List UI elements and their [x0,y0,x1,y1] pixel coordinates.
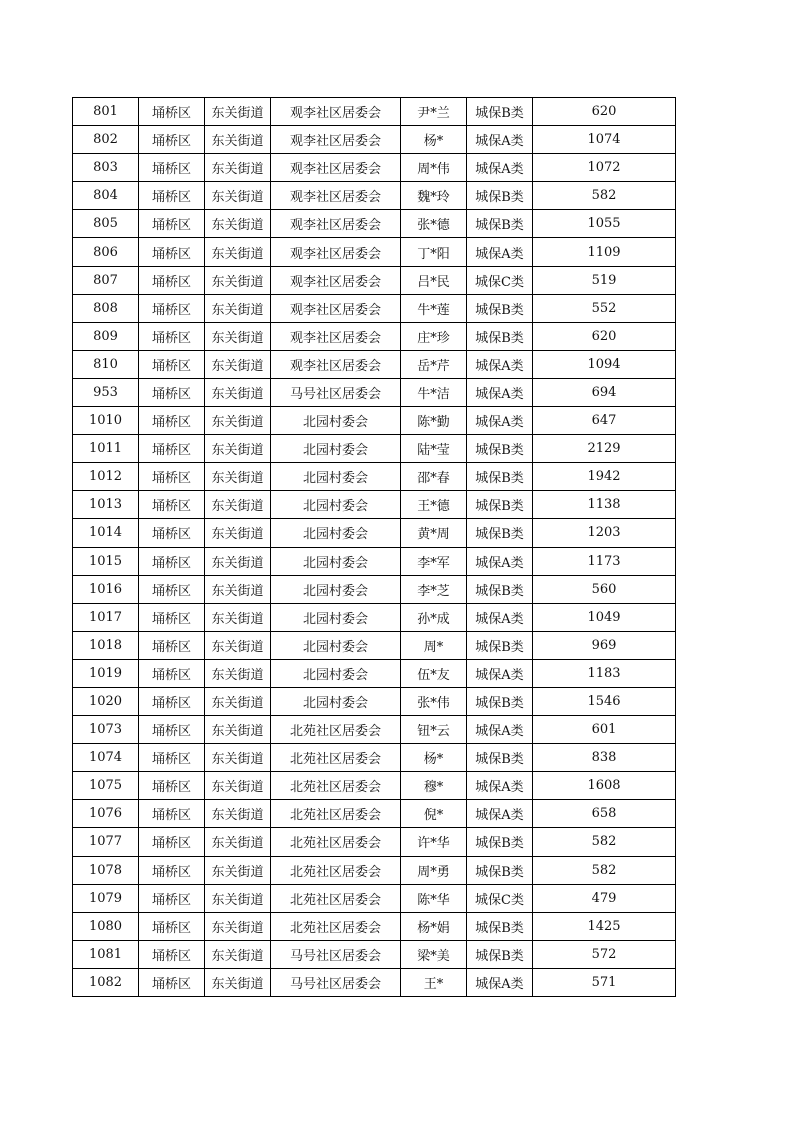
cell-district: 埇桥区 [139,940,205,968]
cell-committee: 北苑社区居委会 [271,716,401,744]
cell-amount: 479 [533,884,676,912]
table-row [73,294,676,322]
cell-district: 埇桥区 [139,856,205,884]
cell-name: 丁*阳 [401,238,467,266]
cell-district: 埇桥区 [139,322,205,350]
cell-committee: 观李社区居委会 [271,182,401,210]
cell-street: 东关街道 [205,435,271,463]
cell-committee: 马号社区居委会 [271,940,401,968]
table-row [73,463,676,491]
cell-category: 城保B类 [467,687,533,715]
cell-street: 东关街道 [205,968,271,996]
cell-street: 东关街道 [205,350,271,378]
cell-name: 杨* [401,126,467,154]
cell-street: 东关街道 [205,884,271,912]
cell-id: 803 [73,154,139,182]
cell-amount: 620 [533,98,676,126]
cell-id: 810 [73,350,139,378]
table-row [73,912,676,940]
cell-street: 东关街道 [205,940,271,968]
cell-id: 1014 [73,519,139,547]
cell-district: 埇桥区 [139,266,205,294]
cell-amount: 552 [533,294,676,322]
cell-street: 东关街道 [205,98,271,126]
cell-street: 东关街道 [205,631,271,659]
cell-name: 李*芝 [401,575,467,603]
cell-id: 1079 [73,884,139,912]
cell-name: 陆*莹 [401,435,467,463]
cell-category: 城保B类 [467,98,533,126]
cell-amount: 582 [533,856,676,884]
cell-category: 城保B类 [467,912,533,940]
cell-committee: 观李社区居委会 [271,210,401,238]
cell-name: 牛*洁 [401,378,467,406]
table-body [73,98,676,997]
cell-amount: 1608 [533,772,676,800]
cell-category: 城保A类 [467,378,533,406]
cell-street: 东关街道 [205,603,271,631]
cell-category: 城保B类 [467,294,533,322]
cell-id: 1013 [73,491,139,519]
cell-street: 东关街道 [205,659,271,687]
cell-amount: 1173 [533,547,676,575]
cell-committee: 观李社区居委会 [271,322,401,350]
cell-id: 802 [73,126,139,154]
table-row [73,828,676,856]
cell-id: 1073 [73,716,139,744]
cell-committee: 北园村委会 [271,491,401,519]
cell-name: 王*德 [401,491,467,519]
cell-committee: 北园村委会 [271,547,401,575]
cell-category: 城保B类 [467,519,533,547]
cell-name: 尹*兰 [401,98,467,126]
cell-category: 城保C类 [467,266,533,294]
cell-committee: 北园村委会 [271,603,401,631]
table-row [73,575,676,603]
cell-committee: 观李社区居委会 [271,98,401,126]
cell-district: 埇桥区 [139,98,205,126]
cell-amount: 1109 [533,238,676,266]
cell-committee: 观李社区居委会 [271,266,401,294]
cell-id: 1011 [73,435,139,463]
cell-name: 杨*娟 [401,912,467,940]
cell-district: 埇桥区 [139,154,205,182]
cell-category: 城保B类 [467,463,533,491]
cell-name: 孙*成 [401,603,467,631]
cell-district: 埇桥区 [139,182,205,210]
cell-district: 埇桥区 [139,407,205,435]
cell-street: 东关街道 [205,182,271,210]
cell-district: 埇桥区 [139,519,205,547]
cell-amount: 1055 [533,210,676,238]
table-row [73,238,676,266]
table-row [73,968,676,996]
cell-category: 城保A类 [467,154,533,182]
cell-category: 城保A类 [467,238,533,266]
cell-amount: 694 [533,378,676,406]
cell-category: 城保C类 [467,884,533,912]
cell-category: 城保A类 [467,772,533,800]
cell-category: 城保B类 [467,210,533,238]
cell-amount: 601 [533,716,676,744]
cell-committee: 北园村委会 [271,631,401,659]
table-row [73,884,676,912]
cell-district: 埇桥区 [139,800,205,828]
cell-committee: 观李社区居委会 [271,238,401,266]
cell-amount: 571 [533,968,676,996]
cell-category: 城保A类 [467,547,533,575]
table-row [73,407,676,435]
cell-id: 808 [73,294,139,322]
cell-name: 邵*春 [401,463,467,491]
cell-district: 埇桥区 [139,603,205,631]
cell-name: 李*军 [401,547,467,575]
cell-category: 城保A类 [467,659,533,687]
cell-committee: 马号社区居委会 [271,968,401,996]
cell-district: 埇桥区 [139,491,205,519]
cell-amount: 1203 [533,519,676,547]
cell-street: 东关街道 [205,772,271,800]
cell-committee: 观李社区居委会 [271,126,401,154]
cell-district: 埇桥区 [139,772,205,800]
table-row [73,659,676,687]
cell-amount: 582 [533,182,676,210]
cell-district: 埇桥区 [139,575,205,603]
cell-committee: 北苑社区居委会 [271,772,401,800]
cell-category: 城保B类 [467,322,533,350]
cell-district: 埇桥区 [139,294,205,322]
cell-committee: 观李社区居委会 [271,350,401,378]
cell-street: 东关街道 [205,828,271,856]
cell-street: 东关街道 [205,154,271,182]
cell-name: 许*华 [401,828,467,856]
cell-committee: 北园村委会 [271,435,401,463]
cell-id: 1015 [73,547,139,575]
cell-amount: 1546 [533,687,676,715]
cell-id: 809 [73,322,139,350]
cell-id: 1010 [73,407,139,435]
cell-id: 1018 [73,631,139,659]
cell-amount: 2129 [533,435,676,463]
cell-name: 穆* [401,772,467,800]
cell-district: 埇桥区 [139,238,205,266]
cell-id: 805 [73,210,139,238]
cell-name: 倪* [401,800,467,828]
cell-amount: 969 [533,631,676,659]
cell-street: 东关街道 [205,800,271,828]
cell-name: 魏*玲 [401,182,467,210]
cell-name: 吕*民 [401,266,467,294]
cell-street: 东关街道 [205,519,271,547]
cell-street: 东关街道 [205,547,271,575]
cell-street: 东关街道 [205,856,271,884]
table-row [73,350,676,378]
table-row [73,940,676,968]
cell-committee: 北园村委会 [271,407,401,435]
cell-amount: 1425 [533,912,676,940]
cell-amount: 838 [533,744,676,772]
cell-amount: 582 [533,828,676,856]
cell-name: 陈*勤 [401,407,467,435]
table-row [73,687,676,715]
table-row [73,547,676,575]
cell-amount: 1049 [533,603,676,631]
cell-name: 牛*莲 [401,294,467,322]
cell-category: 城保B类 [467,435,533,463]
cell-id: 1081 [73,940,139,968]
table-row [73,378,676,406]
cell-committee: 观李社区居委会 [271,154,401,182]
cell-name: 钮*云 [401,716,467,744]
cell-district: 埇桥区 [139,435,205,463]
table-row [73,856,676,884]
cell-id: 1016 [73,575,139,603]
allowance-table [72,97,676,997]
table-row [73,182,676,210]
cell-id: 1077 [73,828,139,856]
table-row [73,631,676,659]
cell-district: 埇桥区 [139,687,205,715]
cell-committee: 北园村委会 [271,519,401,547]
table-row [73,266,676,294]
cell-committee: 北苑社区居委会 [271,912,401,940]
cell-category: 城保B类 [467,182,533,210]
cell-amount: 519 [533,266,676,294]
cell-category: 城保A类 [467,603,533,631]
cell-category: 城保B类 [467,491,533,519]
cell-category: 城保A类 [467,800,533,828]
cell-district: 埇桥区 [139,912,205,940]
cell-street: 东关街道 [205,210,271,238]
cell-district: 埇桥区 [139,631,205,659]
cell-name: 梁*美 [401,940,467,968]
cell-amount: 620 [533,322,676,350]
cell-category: 城保B类 [467,575,533,603]
cell-category: 城保A类 [467,407,533,435]
cell-street: 东关街道 [205,238,271,266]
cell-district: 埇桥区 [139,884,205,912]
cell-district: 埇桥区 [139,828,205,856]
cell-category: 城保A类 [467,716,533,744]
cell-street: 东关街道 [205,126,271,154]
cell-district: 埇桥区 [139,716,205,744]
table-row [73,435,676,463]
table-row [73,744,676,772]
cell-committee: 北园村委会 [271,687,401,715]
table-row [73,491,676,519]
cell-name: 王* [401,968,467,996]
cell-amount: 1138 [533,491,676,519]
cell-category: 城保B类 [467,631,533,659]
cell-name: 张*伟 [401,687,467,715]
cell-amount: 572 [533,940,676,968]
cell-name: 陈*华 [401,884,467,912]
cell-category: 城保A类 [467,968,533,996]
cell-district: 埇桥区 [139,547,205,575]
cell-district: 埇桥区 [139,968,205,996]
cell-amount: 1074 [533,126,676,154]
cell-committee: 北苑社区居委会 [271,884,401,912]
cell-committee: 北园村委会 [271,463,401,491]
cell-street: 东关街道 [205,463,271,491]
cell-street: 东关街道 [205,322,271,350]
cell-street: 东关街道 [205,294,271,322]
cell-amount: 1183 [533,659,676,687]
cell-category: 城保B类 [467,856,533,884]
cell-street: 东关街道 [205,266,271,294]
cell-committee: 观李社区居委会 [271,294,401,322]
cell-amount: 1094 [533,350,676,378]
cell-street: 东关街道 [205,687,271,715]
table-row [73,126,676,154]
cell-id: 1076 [73,800,139,828]
cell-name: 周*伟 [401,154,467,182]
cell-name: 岳*芹 [401,350,467,378]
cell-category: 城保B类 [467,940,533,968]
cell-amount: 658 [533,800,676,828]
table-row [73,210,676,238]
cell-id: 1075 [73,772,139,800]
cell-name: 张*德 [401,210,467,238]
cell-id: 1078 [73,856,139,884]
cell-amount: 647 [533,407,676,435]
cell-street: 东关街道 [205,744,271,772]
cell-committee: 北苑社区居委会 [271,856,401,884]
table-row [73,98,676,126]
cell-district: 埇桥区 [139,744,205,772]
cell-id: 807 [73,266,139,294]
cell-id: 801 [73,98,139,126]
cell-name: 庄*珍 [401,322,467,350]
cell-id: 804 [73,182,139,210]
cell-id: 806 [73,238,139,266]
table-row [73,154,676,182]
cell-district: 埇桥区 [139,210,205,238]
cell-district: 埇桥区 [139,463,205,491]
cell-district: 埇桥区 [139,659,205,687]
table-row [73,800,676,828]
table-row [73,772,676,800]
cell-category: 城保B类 [467,744,533,772]
cell-street: 东关街道 [205,491,271,519]
cell-name: 周* [401,631,467,659]
table-row [73,322,676,350]
cell-category: 城保B类 [467,828,533,856]
cell-committee: 北苑社区居委会 [271,744,401,772]
cell-street: 东关街道 [205,716,271,744]
cell-id: 1012 [73,463,139,491]
cell-id: 1017 [73,603,139,631]
cell-amount: 1942 [533,463,676,491]
cell-street: 东关街道 [205,575,271,603]
cell-committee: 北苑社区居委会 [271,800,401,828]
table-row [73,519,676,547]
cell-committee: 马号社区居委会 [271,378,401,406]
cell-district: 埇桥区 [139,378,205,406]
cell-category: 城保A类 [467,126,533,154]
table-row [73,603,676,631]
cell-name: 杨* [401,744,467,772]
cell-street: 东关街道 [205,378,271,406]
cell-id: 1019 [73,659,139,687]
cell-amount: 1072 [533,154,676,182]
cell-id: 1082 [73,968,139,996]
cell-committee: 北园村委会 [271,659,401,687]
cell-street: 东关街道 [205,912,271,940]
cell-id: 1080 [73,912,139,940]
cell-name: 周*勇 [401,856,467,884]
cell-district: 埇桥区 [139,126,205,154]
cell-district: 埇桥区 [139,350,205,378]
cell-street: 东关街道 [205,407,271,435]
cell-committee: 北苑社区居委会 [271,828,401,856]
cell-committee: 北园村委会 [271,575,401,603]
cell-id: 1074 [73,744,139,772]
cell-id: 1020 [73,687,139,715]
cell-id: 953 [73,378,139,406]
cell-name: 黄*周 [401,519,467,547]
cell-name: 伍*友 [401,659,467,687]
cell-category: 城保A类 [467,350,533,378]
table-row [73,716,676,744]
cell-amount: 560 [533,575,676,603]
